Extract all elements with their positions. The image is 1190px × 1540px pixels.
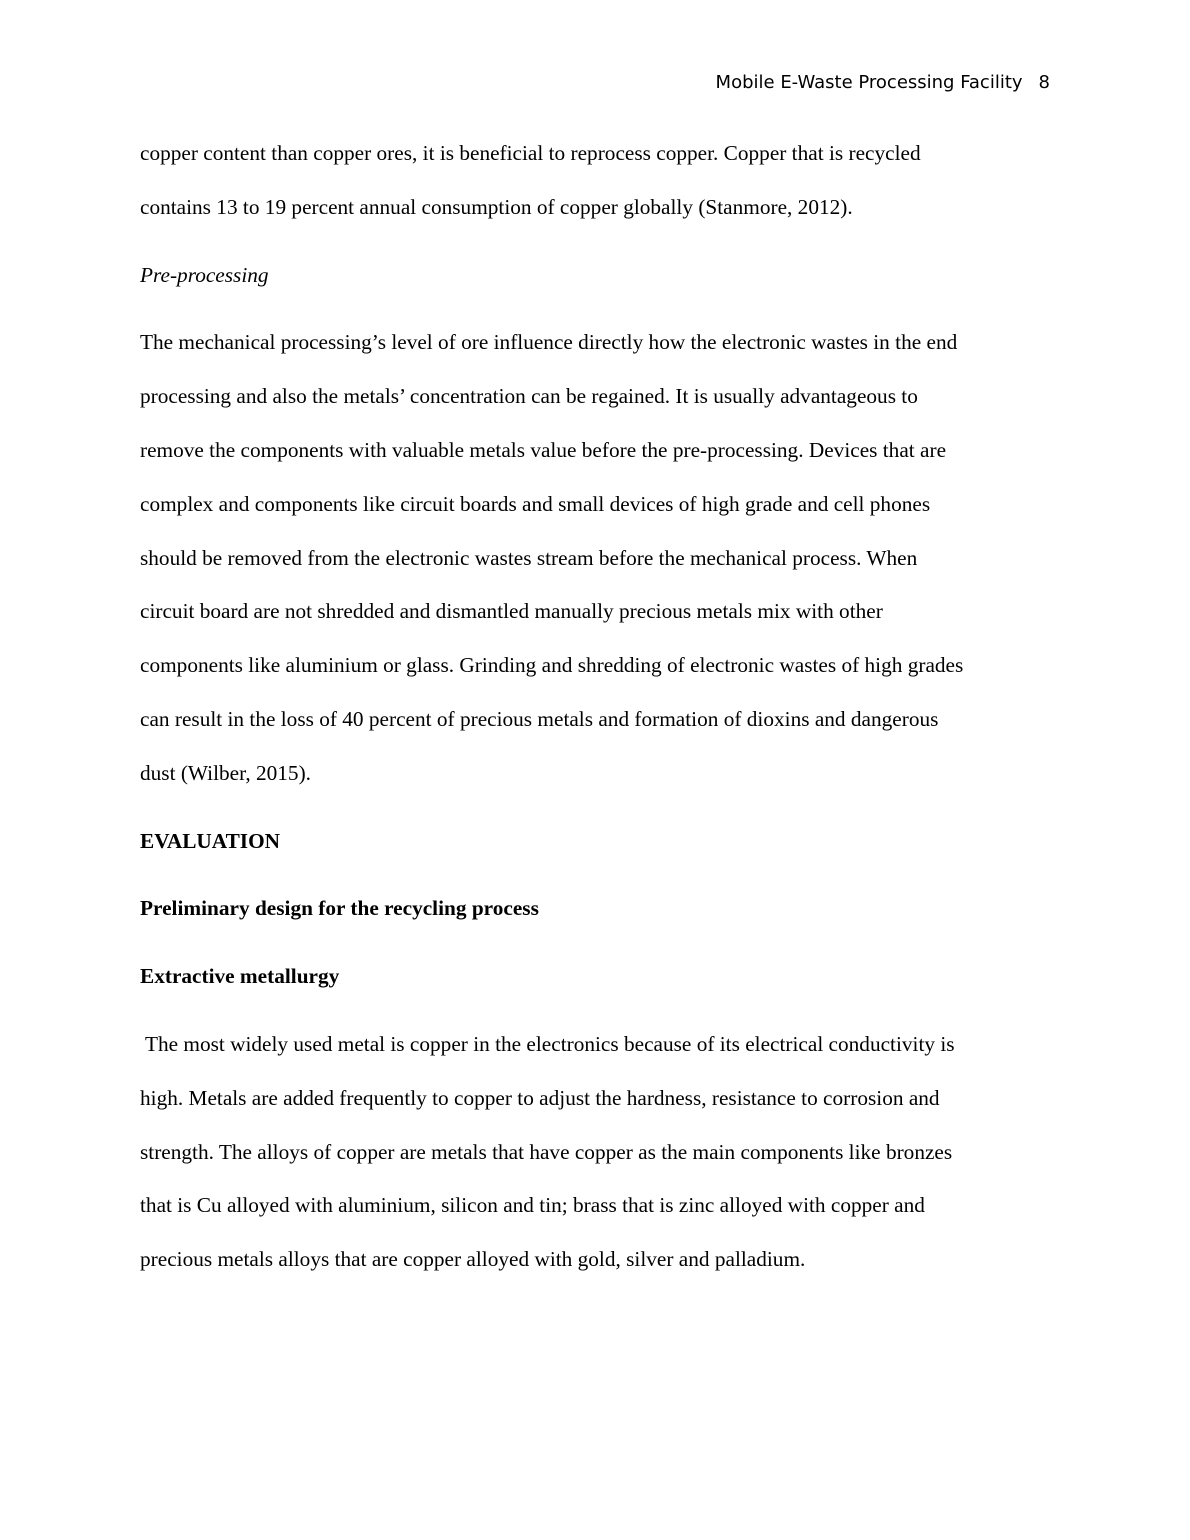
running-head-title: Mobile E-Waste Processing Facility	[715, 72, 1023, 93]
text-line: processing and also the metals’ concentration can be regained. It is usually advantageous to	[140, 384, 918, 409]
text-line: dust (Wilber, 2015).	[140, 760, 311, 785]
text-line: The mechanical processing’s level of ore influence directly how the electronic wastes in the end	[140, 330, 958, 355]
text-line: precious metals alloys that are copper alloyed with gold, silver and palladium.	[140, 1247, 806, 1272]
text-line: circuit board are not shredded and dismantled manually precious metals mix with other	[140, 599, 883, 624]
text-line: should be removed from the electronic wastes stream before the mechanical process. When	[140, 545, 918, 570]
text-line: copper content than copper ores, it is beneficial to reprocess copper. Copper that is recycled	[140, 141, 921, 165]
paragraph-copper-recycling	[140, 127, 1050, 235]
text-line: The most widely used metal is copper in the electronics because of its electrical conductivity is	[140, 1031, 955, 1056]
text-line: remove the components with valuable metals value before the pre-processing. Devices that are	[140, 437, 947, 462]
text-line: complex and components like circuit boards and small devices of high grade and cell phones	[140, 491, 931, 516]
heading-evaluation: EVALUATION	[140, 828, 281, 853]
text-line: that is Cu alloyed with aluminium, silicon and tin; brass that is zinc alloyed with copper and	[140, 1193, 925, 1218]
document-body	[140, 127, 1050, 1301]
heading-extractive-metallurgy: Extractive metallurgy	[140, 964, 340, 989]
paragraph-extractive-metallurgy	[140, 1018, 1050, 1287]
text-line: high. Metals are added frequently to copper to adjust the hardness, resistance to corrosion and	[140, 1085, 940, 1110]
text-line: strength. The alloys of copper are metals that have copper as the main components like bronzes	[140, 1139, 953, 1164]
text-line: can result in the loss of 40 percent of precious metals and formation of dioxins and dangerous	[140, 706, 939, 731]
heading-preliminary-design: Preliminary design for the recycling process	[140, 896, 539, 921]
page-number: 8	[1038, 72, 1050, 93]
heading-pre-processing: Pre-processing	[140, 262, 269, 287]
text-line: components like aluminium or glass. Grinding and shredding of electronic wastes of high grades	[140, 653, 964, 678]
text-line: contains 13 to 19 percent annual consumption of copper globally (Stanmore, 2012).	[140, 194, 853, 219]
paragraph-pre-processing	[140, 316, 1050, 800]
running-head	[716, 70, 1050, 96]
